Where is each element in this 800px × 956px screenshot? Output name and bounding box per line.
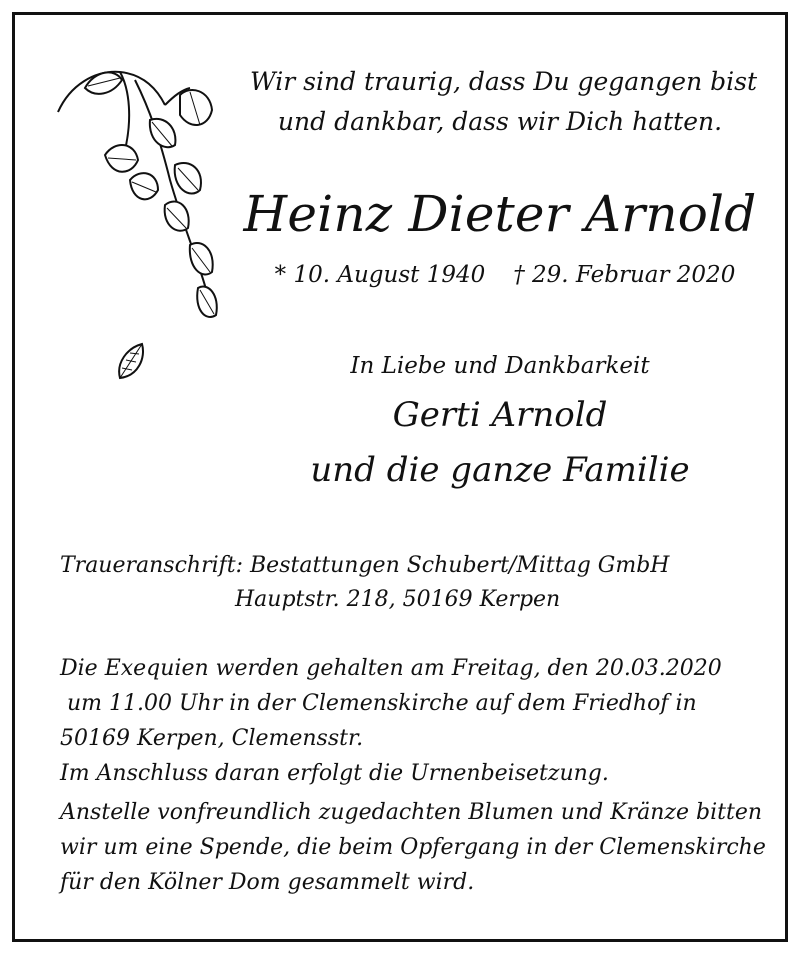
mourner-name: Gerti Arnold [392,395,608,435]
service-line: Die Exequien werden gehalten am Freitag, den 20.03.2020 [60,656,722,681]
condolence-address-line-2: Hauptstr. 218, 50169 Kerpen [235,587,561,612]
mourners-intro: In Liebe und Dankbarkeit [350,353,650,379]
donation-line: für den Kölner Dom gesammelt wird. [60,870,475,895]
service-line: 50169 Kerpen, Clemensstr. [60,726,364,751]
birth-date: * 10. August 1940 [274,262,486,288]
mourner-family: und die ganze Familie [310,450,690,490]
condolence-address-line-1: Traueranschrift: Bestattungen Schubert/Mittag GmbH [60,553,670,578]
motto-line-2: und dankbar, dass wir Dich hatten. [277,107,723,136]
funeral-service-paragraph [60,651,722,791]
life-dates [255,262,755,288]
donation-line: wir um eine Spende, die beim Opfergang in der Clemenskirche [60,835,766,860]
death-date: † 29. Februar 2020 [513,262,736,288]
deceased-name: Heinz Dieter Arnold [243,185,757,243]
motto-line-1: Wir sind traurig, dass Du gegangen bist [250,67,758,96]
service-line: Im Anschluss daran erfolgt die Urnenbeisetzung. [60,761,609,786]
donation-line: Anstelle vonfreundlich zugedachten Blumen und Kränze bitten [60,800,763,825]
donation-paragraph [60,795,766,900]
service-line: um 11.00 Uhr in der Clemenskirche auf dem Friedhof in [60,691,697,716]
motto [250,62,758,142]
falling-leaf-illustration [112,338,152,388]
